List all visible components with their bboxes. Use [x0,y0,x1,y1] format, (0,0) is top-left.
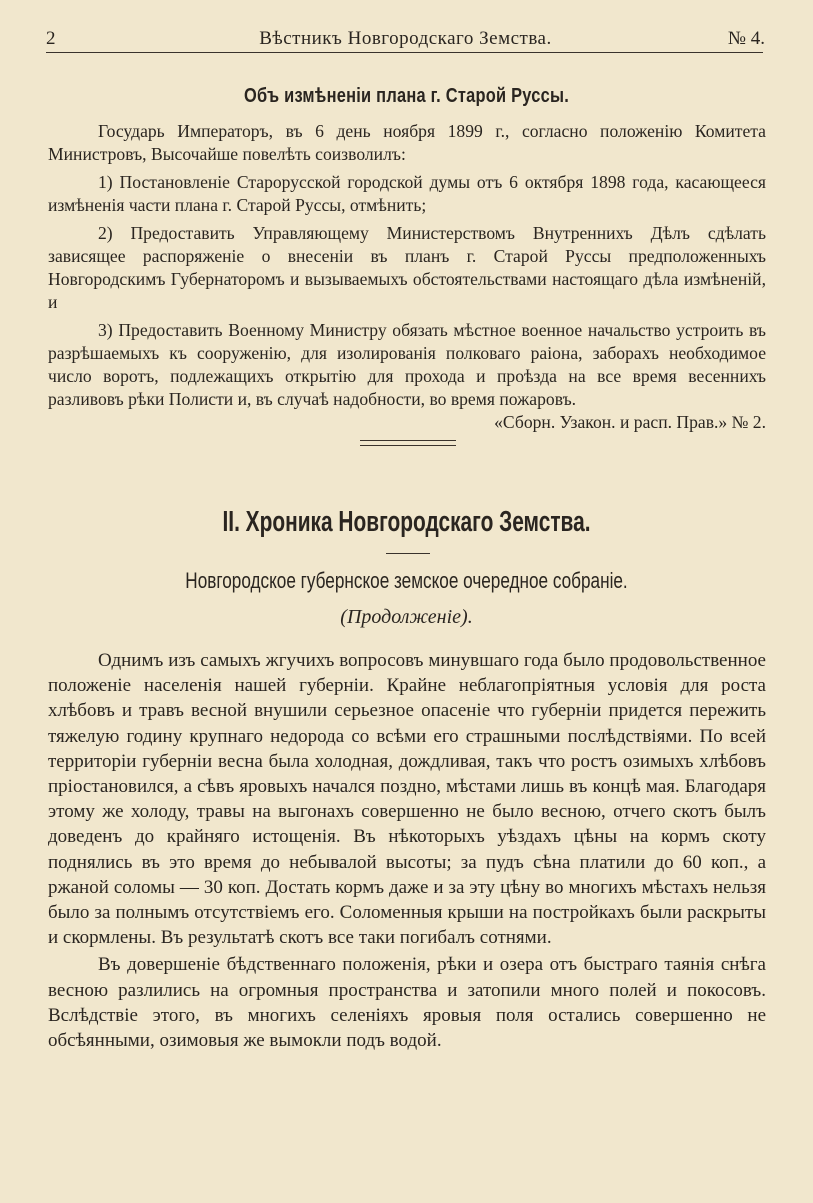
continued-note: (Продолженіе). [340,606,473,628]
running-head [46,26,765,54]
decree-title: Объ измѣненіи плана г. Старой Руссы. [243,85,570,107]
decree-paragraph: 1) Постановленіе Старорусской городской думы отъ 6 октября 1898 года, касающееся измѣненія части плана г. Старой Руссы, отмѣнить; [48,172,766,215]
decree-paragraph-text: 3) Предоставить Военному Министру обязать мѣстное военное начальство устроить въ разрѣшаемыхъ къ сооруженію, для изолированія полковаго раіона, заборахъ необходимое число воротъ, подлежащихъ открытію для прохода и проѣзда на все время весеннихъ разливовъ рѣки Полисти и, въ случаѣ надобности, во время пожаровъ. [48,320,766,409]
issue-number: № 4. [727,28,765,49]
chronicle-paragraph: Однимъ изъ самыхъ жгучихъ вопросовъ минувшаго года было продовольственное положеніе населенія нашей губерніи. Крайне неблагопріятныя условія для роста хлѣбовъ и травъ весной внушили серьезное опасеніе что губерніи придется пережить тяжелую годину крупнаго недорода со всѣми его страшными послѣдствіями. По всей территоріи губерніи весна была холодная, дождливая, такъ что ростъ озимыхъ хлѣбовъ пріостановился, а сѣвъ яровыхъ начался поздно, мѣстами лишь въ концѣ мая. Благодаря этому же холоду, травы на выгонахъ совершенно не было весною, отчего скотъ былъ доведенъ до крайняго истощенія. Въ нѣкоторыхъ уѣздахъ цѣны на кормъ скоту поднялись въ это время до небывалой высоты; за пудъ сѣна платили до 60 коп., а ржаной соломы — 30 коп. Достать кормъ даже и за эту цѣну во многихъ мѣстахъ нельзя было за полнымъ отсутствіемъ его. Соломенныя крыши на постройкахъ были раскрыты и скормлены. Въ результатѣ скотъ все таки погибалъ сотнями. [48,650,766,949]
chronicle-paragraph: Въ довершеніе бѣдственнаго положенія, рѣки и озера отъ быстраго таянія снѣга весною разлились на огромныя пространства и затопили много полей и покосовъ. Вслѣдствіе этого, въ многихъ селеніяхъ яровыя поля остались совершенно не обсѣянными, озимовыя же вымокли подъ водой. [48,954,766,1052]
decree-source: «Сборн. Узакон. и расп. Прав.» № 2. [494,412,766,432]
decree-text [48,120,766,434]
decree-paragraph: Государь Императоръ, въ 6 день ноября 1899 г., согласно положенію Комитета Министровъ, Высочайше повелѣть соизволилъ: [48,121,766,164]
section-title: II. Хроника Новгородскаго Земства. [222,506,591,538]
section-divider [360,440,456,446]
page-number: 2 [46,28,56,49]
header-rule [46,52,763,53]
decree-paragraph: 2) Предоставить Управляющему Министерствомъ Внутреннихъ Дѣлъ сдѣлать зависящее распоряженіе о внесеніи въ планъ г. Старой Руссы предположенныхъ Новгородскимъ Губернаторомъ и вызываемыхъ обстоятельствами настоящаго дѣла измѣненій, и [48,223,766,312]
chronicle-text [48,648,766,1055]
subsection-title: Новгородское губернское земское очередное собраніе. [185,568,628,593]
decree-paragraph [48,319,766,432]
section-title-rule [386,553,430,554]
journal-title: Вѣстникъ Новгородскаго Земства. [259,28,552,49]
